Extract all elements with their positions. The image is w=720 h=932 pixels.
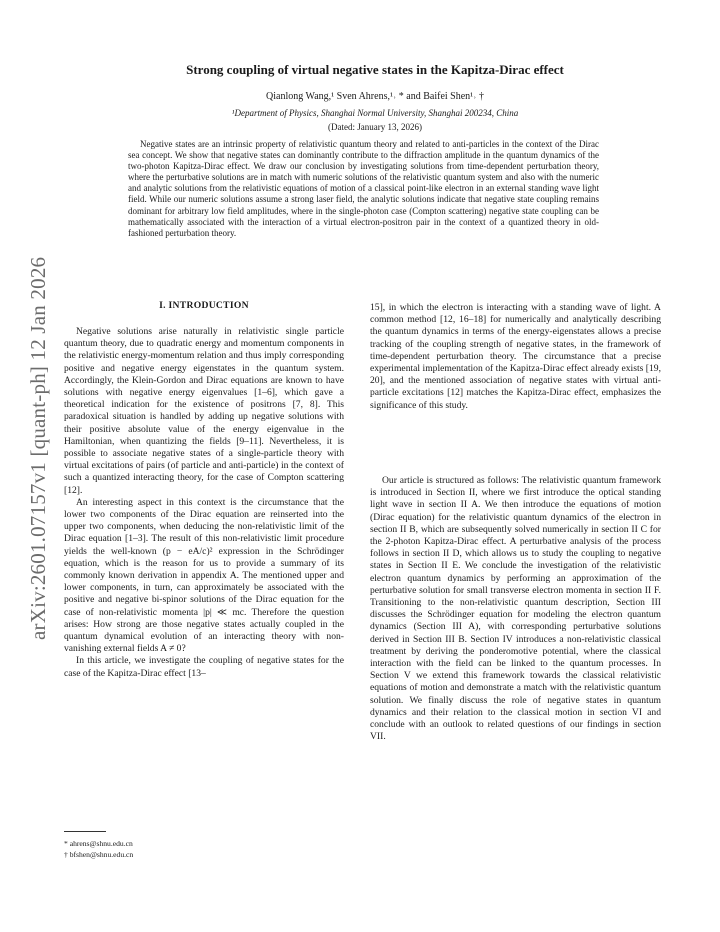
footnote-email-shen: † bfshen@shnu.edu.cn	[64, 850, 134, 859]
structure-paragraph: Our article is structured as follows: The relativistic quantum framework is introduced in Section II, where we first introduce the optical standing light wave in section II A. We then introduce the equations of motion (Dirac equation) for the relativistic quantum dynamics of the electron in section II B, which are subsequently solved numerically in section II C for the 2-photon Kapitza-Dirac effect. A perturbative analysis of the process follows in section II D, which allows us to study the coupling to negative states in Section II E. We conclude the investigation of the relativistic electron quantum dynamics by performing an approximation of the perturbative solution for small transverse electron momenta in section II F. Transitioning to the non-relativistic quantum description, Section III discusses the Schrödinger equation for modeling the electron quantum dynamics (Section III A), with corresponding perturbative solutions derived in Section III B. Section IV introduces a non-relativistic classical treatment by deriving the ponderomotive potential, where the classical interaction with the field can be linked to the quantum processes. In Section V we extend this framework towards the classical relativistic equations of motion and demonstrate a match with the relativistic quantum solution. We finally discuss the role of negative states in quantum dynamics and their relation to the classical motion in section VI and conclude with an outlook to related questions of our findings in section VII.	[370, 475, 661, 743]
intro-paragraph-1: Negative solutions arise naturally in relativistic single particle quantum theory, due to quadratic energy and momentum components in the relativistic energy-momentum relation and thus imply corresponding positive and negative energy eigenstates in the quantum system. Accordingly, the Klein-Gordon and Dirac equations are known to have solutions with negative energy eigenvalues [1–6], which gave a theoretical indication for the existence of positrons [7, 8]. This paradoxical situation is handled by adding up negative solutions with their positive absolute value of the energy eigenvalue in the Hamiltonian, when quantizing the fields [9–11]. Nevertheless, it is possible to associate negative states of a single-particle theory with virtual excitations of pairs (of particle and anti-particle) in the context of such a quantized interacting theory, for the case of Compton scattering [12].	[64, 326, 344, 496]
right-column-bottom	[370, 475, 661, 743]
footnotes	[64, 838, 133, 860]
right-column-top	[370, 302, 661, 412]
intro-paragraph-2: An interesting aspect in this context is the circumstance that the lower two components of the Dirac equation are reinserted into the upper two components, when deducing the non-relativistic limit of the Dirac equation [1–3]. The result of this non-relativistic limit procedure yields the well-known (p − eA/c)² expression in the Schrödinger equation, which is the reason for us to provide a summary of its commonly known derivation in appendix A. The mentioned upper and lower components, in turn, can approximately be associated with the positive and negative bi-spinor solutions of the Dirac equation for the case of non-relativistic momenta |p| ≪ mc. Therefore the question arises: How strong are those negative states actually coupled in the quantum dynamical evolution of an interacting theory with non-vanishing external fields A ≠ 0?	[64, 496, 344, 655]
affiliation: ¹Department of Physics, Shanghai Normal University, Shanghai 200234, China	[231, 108, 519, 118]
paper-title: Strong coupling of virtual negative states in the Kapitza-Dirac effect	[186, 62, 564, 77]
footnote-rule	[64, 831, 106, 832]
left-column	[64, 326, 344, 680]
abstract: Negative states are an intrinsic property of relativistic quantum theory and related to anti-particles in the context of the Dirac sea concept. We show that negative states can dominantly contribute to the diffraction amplitude in the quantum dynamics of the two-photon Kapitza-Dirac effect. We draw our conclusion by investigating solutions from time-dependent perturbation theory, where the perturbative solutions are in match with numeric solutions of the relativistic quantum system and also with the numeric and analytic solutions from the relativistic equations of motion of a classical point-like electron in an external standing wave light field. While our numeric solutions assume a strong laser field, the analytic solutions indicate that negative state coupling remains dominant for arbitrary low field amplitudes, where in the single-photon case (Compton scattering) negative state coupling can be mathematically associated with the interaction of a virtual electron-positron pair in the context of a quantized theory in old-fashioned perturbation theory.	[128, 139, 599, 238]
section-heading: I. INTRODUCTION	[159, 300, 249, 311]
intro-paragraph-3: In this article, we investigate the coupling of negative states for the case of the Kapitza-Dirac effect [13–	[64, 655, 344, 679]
intro-paragraph-continued: 15], in which the electron is interacting with a standing wave of light. A common method [12, 16–18] for numerically and analytically describing the quantum dynamics in terms of the energy-eigenstates allows a precise tracking of the coupling strength of negative states, in the framework of time-dependent perturbation theory. The circumstance that a precise experimental implementation of the Kapitza-Dirac effect already exists [19, 20], and the mentioned association of negative states with virtual anti-particle excitations [12] matches the Kapitza-Dirac effect, emphasizes the significance of this study.	[370, 302, 661, 411]
author-list: Qianlong Wang,¹ Sven Ahrens,¹˒ * and Baifei Shen¹˒ †	[266, 91, 484, 102]
footnote-email-ahrens: * ahrens@shnu.edu.cn	[64, 839, 133, 848]
date-line: (Dated: January 13, 2026)	[328, 122, 422, 132]
arxiv-watermark: arXiv:2601.07157v1 [quant-ph] 12 Jan 2026	[26, 256, 50, 640]
